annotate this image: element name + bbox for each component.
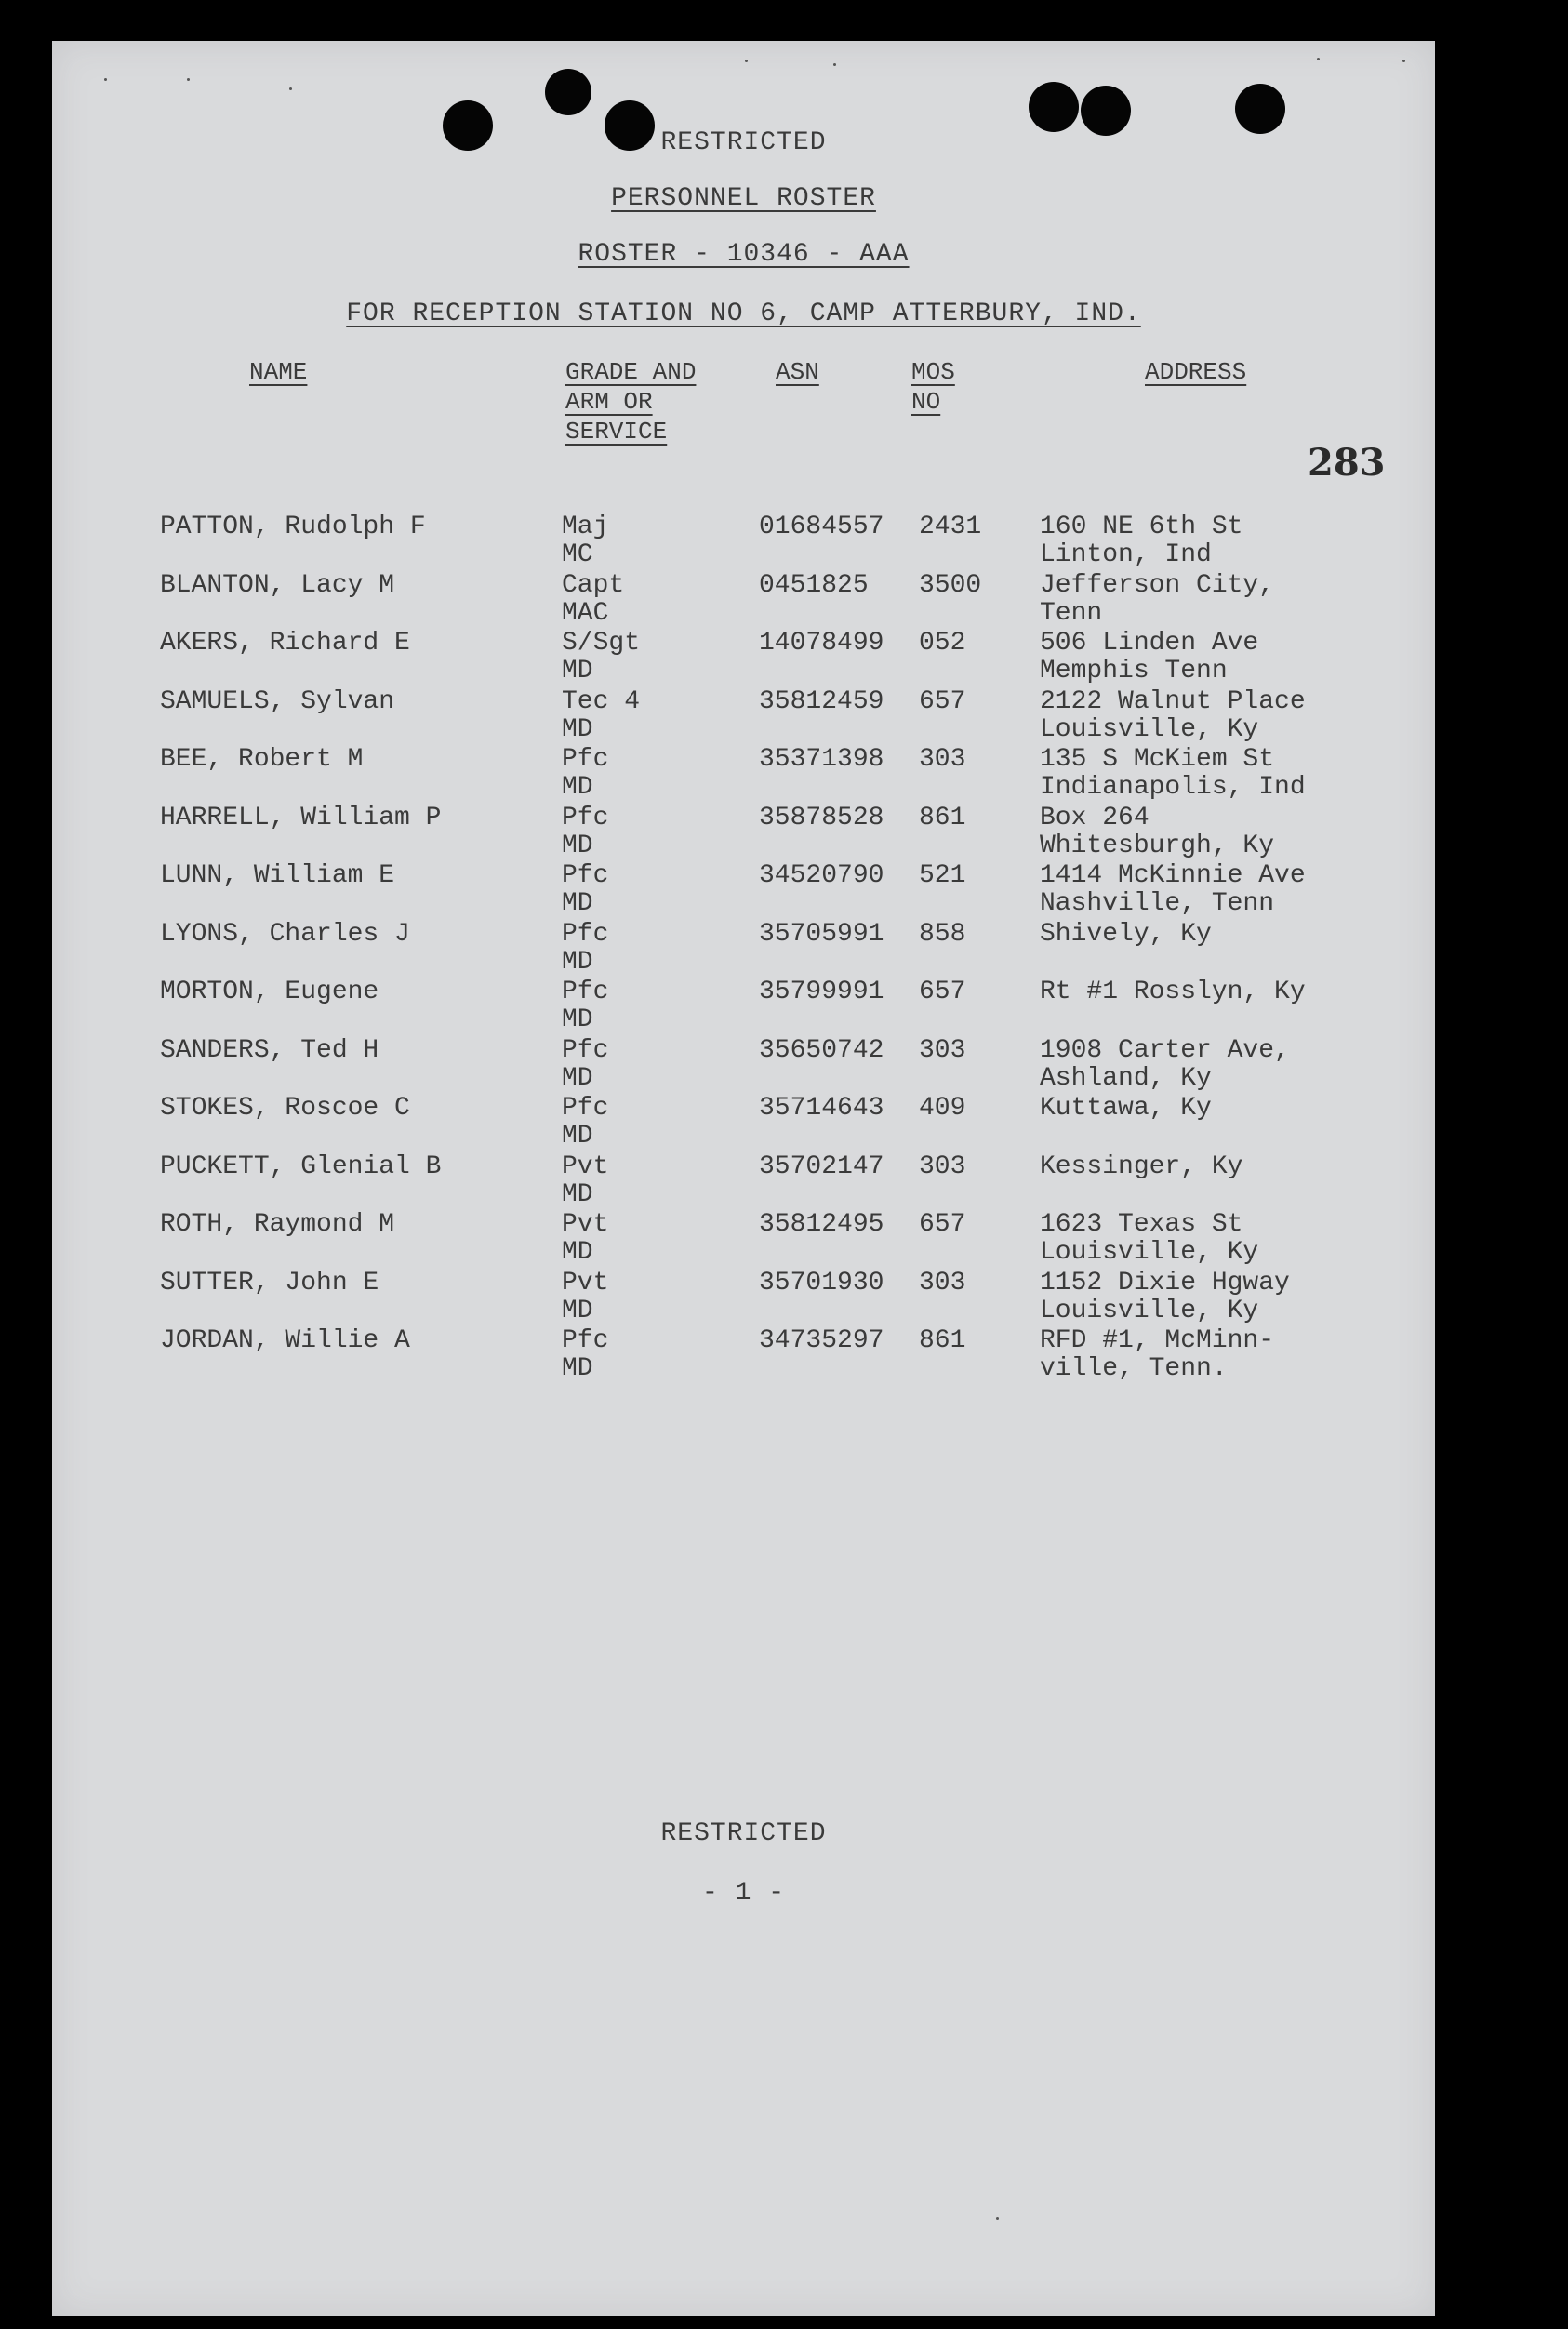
address-line-1: Rt #1 Rosslyn, Ky <box>1040 978 1306 1006</box>
name-cell: LYONS, Charles J <box>160 919 410 949</box>
speck <box>187 78 190 81</box>
address-cell <box>1040 921 1212 949</box>
address-line-1: Shively, Ky <box>1040 919 1212 949</box>
asn-cell: 14078499 <box>759 629 884 658</box>
mos-cell: 861 <box>919 1326 966 1355</box>
grade-value: Pfc <box>562 803 609 832</box>
address-line-1: RFD #1, McMinn- <box>1040 1326 1275 1355</box>
arm-value: MD <box>562 714 593 744</box>
grade-cell <box>562 805 608 860</box>
speck <box>1402 60 1405 62</box>
name-cell: STOKES, Roscoe C <box>160 1094 410 1123</box>
grade-cell <box>562 1327 608 1383</box>
name-cell: PUCKETT, Glenial B <box>160 1151 442 1181</box>
grade-cell <box>562 1153 608 1209</box>
grade-value: Pfc <box>562 919 609 949</box>
speck <box>996 2217 999 2220</box>
name-cell: MORTON, Eugene <box>160 978 379 1006</box>
column-header-address: ADDRESS <box>1145 358 1247 386</box>
asn-cell: 35701930 <box>759 1268 884 1298</box>
table-row <box>52 1270 1435 1328</box>
grade-cell <box>562 862 608 918</box>
table-row <box>52 630 1435 688</box>
asn-cell: 35812495 <box>759 1210 884 1239</box>
address-line-1: Jefferson City, <box>1040 570 1275 600</box>
asn-cell: 34735297 <box>759 1326 884 1355</box>
asn-cell: 35371398 <box>759 745 884 774</box>
address-cell <box>1040 513 1242 569</box>
grade-value: Pfc <box>562 861 609 890</box>
asn-cell: 35702147 <box>759 1151 884 1181</box>
mos-cell: 052 <box>919 629 966 658</box>
page-stamp-number: 283 <box>1308 441 1386 485</box>
name-cell: SANDERS, Ted H <box>160 1035 379 1065</box>
address-cell <box>1040 630 1258 685</box>
roster-number: ROSTER - 10346 - AAA <box>578 240 910 269</box>
roster-page <box>52 41 1435 2316</box>
mos-cell: 521 <box>919 861 966 890</box>
mos-cell: 657 <box>919 978 966 1006</box>
column-header-asn: ASN <box>776 358 819 386</box>
mos-cell: 3500 <box>919 570 982 600</box>
arm-value: MD <box>562 657 593 685</box>
station-line: FOR RECEPTION STATION NO 6, CAMP ATTERBURY, IND. <box>346 299 1141 328</box>
table-row <box>52 572 1435 631</box>
mos-cell: 409 <box>919 1094 966 1123</box>
roster-table <box>52 513 1435 1386</box>
table-row <box>52 688 1435 747</box>
address-line-2: Ashland, Ky <box>1040 1063 1212 1093</box>
address-cell <box>1040 1327 1274 1383</box>
address-line-2: ville, Tenn. <box>1040 1354 1228 1383</box>
address-line-2: Nashville, Tenn <box>1040 889 1275 918</box>
table-row <box>52 1095 1435 1153</box>
mos-cell: 303 <box>919 1035 966 1065</box>
address-line-1: 1908 Carter Ave, <box>1040 1035 1290 1065</box>
name-cell: PATTON, Rudolph F <box>160 512 426 541</box>
name-cell: SUTTER, John E <box>160 1268 379 1298</box>
grade-value: Pfc <box>562 978 609 1006</box>
address-line-1: Kuttawa, Ky <box>1040 1094 1212 1123</box>
address-line-2: Indianapolis, Ind <box>1040 773 1306 802</box>
asn-cell: 35705991 <box>759 919 884 949</box>
table-row <box>52 1327 1435 1386</box>
address-line-1: Kessinger, Ky <box>1040 1151 1243 1181</box>
punch-hole <box>545 69 591 115</box>
table-row <box>52 1037 1435 1096</box>
arm-value: MD <box>562 1296 593 1325</box>
speck <box>833 63 836 66</box>
address-line-2: Louisville, Ky <box>1040 714 1259 744</box>
asn-cell: 35714643 <box>759 1094 884 1123</box>
grade-cell <box>562 1270 608 1325</box>
arm-value: MD <box>562 831 593 860</box>
grade-cell <box>562 513 608 569</box>
address-line-1: 2122 Walnut Place <box>1040 686 1306 716</box>
grade-value: Pfc <box>562 1094 609 1123</box>
mos-cell: 303 <box>919 745 966 774</box>
mos-cell: 861 <box>919 803 966 832</box>
asn-cell: 01684557 <box>759 512 884 541</box>
page-number: - 1 - <box>701 1879 785 1908</box>
address-cell <box>1040 1211 1258 1267</box>
arm-value: MD <box>562 1005 593 1034</box>
classification-top: RESTRICTED <box>660 128 827 157</box>
address-cell <box>1040 572 1274 628</box>
grade-value: Pfc <box>562 1326 609 1355</box>
grade-cell <box>562 921 608 977</box>
table-row <box>52 1211 1435 1270</box>
speck <box>745 60 748 62</box>
grade-value: Pfc <box>562 1035 609 1065</box>
column-header-name: NAME <box>249 358 308 386</box>
arm-value: MD <box>562 1354 593 1383</box>
address-line-2: Memphis Tenn <box>1040 657 1228 685</box>
grade-value: Pvt <box>562 1210 609 1239</box>
table-row <box>52 1153 1435 1212</box>
name-cell: BLANTON, Lacy M <box>160 570 395 600</box>
column-header-mos: MOS NO <box>911 358 955 416</box>
punch-hole <box>1029 82 1079 132</box>
mos-cell: 303 <box>919 1151 966 1181</box>
mos-cell: 657 <box>919 686 966 716</box>
arm-value: MD <box>562 1238 593 1267</box>
address-cell <box>1040 688 1306 744</box>
address-line-2: Tenn <box>1040 598 1103 628</box>
grade-value: Tec 4 <box>562 686 641 716</box>
arm-value: MD <box>562 1179 593 1209</box>
grade-cell <box>562 688 640 744</box>
address-line-1: 506 Linden Ave <box>1040 629 1259 658</box>
name-cell: ROTH, Raymond M <box>160 1210 395 1239</box>
grade-cell <box>562 630 640 685</box>
table-row <box>52 805 1435 863</box>
address-line-2: Louisville, Ky <box>1040 1296 1259 1325</box>
address-cell <box>1040 1037 1290 1093</box>
address-line-1: 1623 Texas St <box>1040 1210 1243 1239</box>
grade-cell <box>562 1095 608 1151</box>
document-title: PERSONNEL ROSTER <box>611 184 876 213</box>
address-cell <box>1040 1153 1242 1181</box>
asn-cell: 34520790 <box>759 861 884 890</box>
table-row <box>52 746 1435 805</box>
name-cell: LUNN, William E <box>160 861 395 890</box>
mos-cell: 2431 <box>919 512 982 541</box>
arm-value: MD <box>562 1063 593 1093</box>
grade-value: Maj <box>562 512 609 541</box>
mos-cell: 303 <box>919 1268 966 1298</box>
speck <box>1317 58 1320 60</box>
name-cell: HARRELL, William P <box>160 803 442 832</box>
arm-value: MC <box>562 540 593 569</box>
arm-value: MD <box>562 889 593 918</box>
asn-cell: 35812459 <box>759 686 884 716</box>
address-line-1: Box 264 <box>1040 803 1149 832</box>
address-line-1: 1152 Dixie Hgway <box>1040 1268 1290 1298</box>
grade-cell <box>562 572 624 628</box>
asn-cell: 35878528 <box>759 803 884 832</box>
address-cell <box>1040 1095 1212 1123</box>
address-cell <box>1040 1270 1290 1325</box>
address-line-2: Linton, Ind <box>1040 540 1212 569</box>
punch-hole <box>1235 84 1285 134</box>
grade-cell <box>562 978 608 1034</box>
grade-value: Pvt <box>562 1151 609 1181</box>
speck <box>104 78 107 81</box>
classification-bottom: RESTRICTED <box>660 1819 827 1848</box>
address-line-1: 1414 McKinnie Ave <box>1040 861 1306 890</box>
column-header-grade: GRADE AND ARM OR SERVICE <box>565 358 697 446</box>
grade-value: S/Sgt <box>562 629 641 658</box>
mos-cell: 657 <box>919 1210 966 1239</box>
address-line-1: 135 S McKiem St <box>1040 745 1275 774</box>
address-line-1: 160 NE 6th St <box>1040 512 1243 541</box>
table-row <box>52 921 1435 979</box>
grade-cell <box>562 1037 608 1093</box>
address-cell <box>1040 978 1306 1006</box>
address-line-2: Whitesburgh, Ky <box>1040 831 1275 860</box>
address-cell <box>1040 805 1274 860</box>
asn-cell: 35799991 <box>759 978 884 1006</box>
arm-value: MAC <box>562 598 609 628</box>
grade-value: Capt <box>562 570 625 600</box>
grade-cell <box>562 1211 608 1267</box>
address-cell <box>1040 862 1306 918</box>
arm-value: MD <box>562 947 593 977</box>
name-cell: AKERS, Richard E <box>160 629 410 658</box>
arm-value: MD <box>562 1122 593 1151</box>
table-row <box>52 978 1435 1037</box>
address-cell <box>1040 746 1306 802</box>
name-cell: BEE, Robert M <box>160 745 364 774</box>
name-cell: SAMUELS, Sylvan <box>160 686 395 716</box>
address-line-2: Louisville, Ky <box>1040 1238 1259 1267</box>
mos-cell: 858 <box>919 919 966 949</box>
table-row <box>52 513 1435 572</box>
speck <box>289 87 292 90</box>
asn-cell: 0451825 <box>759 570 869 600</box>
grade-value: Pvt <box>562 1268 609 1298</box>
table-row <box>52 862 1435 921</box>
grade-cell <box>562 746 608 802</box>
arm-value: MD <box>562 773 593 802</box>
grade-value: Pfc <box>562 745 609 774</box>
name-cell: JORDAN, Willie A <box>160 1326 410 1355</box>
asn-cell: 35650742 <box>759 1035 884 1065</box>
